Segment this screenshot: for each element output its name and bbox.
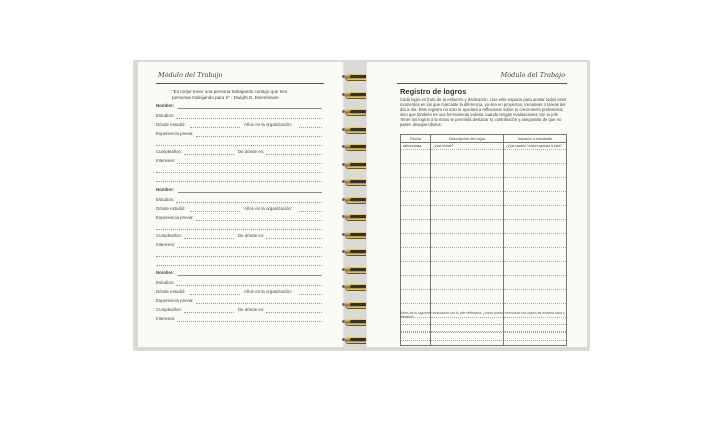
years-label: Años en la organización: [244, 289, 293, 294]
blank-line [156, 145, 322, 146]
where-studied-line [190, 294, 240, 295]
footnote-line[interactable] [400, 340, 566, 341]
table-row [401, 276, 567, 290]
table-cell[interactable] [431, 178, 504, 192]
years-label: Años en la organización: [244, 206, 293, 211]
left-module-title: Módulo del Trabajo [158, 71, 223, 79]
right-module-title: Módulo del Trabajo [500, 71, 565, 79]
studies-line [176, 118, 322, 119]
studies-line [176, 285, 322, 286]
studies-label: Estudios: [156, 280, 175, 285]
table-cell[interactable] [504, 262, 567, 276]
name-label: Nombre: [156, 270, 175, 275]
table-row [401, 262, 567, 276]
birthday-line [184, 312, 234, 313]
table-cell[interactable] [504, 234, 567, 248]
table-cell[interactable] [431, 276, 504, 290]
where-studied-line [190, 127, 240, 128]
table-cell[interactable] [401, 248, 431, 262]
table-cell[interactable] [431, 192, 504, 206]
name-line [178, 275, 322, 276]
table-row [401, 206, 567, 220]
experience-line [196, 136, 322, 137]
from-where-line [266, 154, 322, 155]
studies-label: Estudios: [156, 197, 175, 202]
where-studied-label: Dónde estudió: [156, 206, 186, 211]
quote [172, 89, 322, 100]
table-cell[interactable] [431, 206, 504, 220]
hint-description: ¿Qué hiciste? [431, 143, 504, 150]
footnote-line[interactable] [400, 332, 566, 333]
blank-line [156, 172, 322, 173]
table-cell[interactable] [431, 220, 504, 234]
table-cell[interactable] [504, 206, 567, 220]
interests-label: Intereses: [156, 242, 176, 247]
name-line [178, 108, 322, 109]
table-row [401, 178, 567, 192]
years-label: Años en la organización: [244, 122, 293, 127]
experience-label: Experiencia previa: [156, 131, 194, 136]
where-studied-label: Dónde estudió: [156, 122, 186, 127]
experience-label: Experiencia previa: [156, 215, 194, 220]
studies-label: Estudios: [156, 113, 175, 118]
header-date: Fecha [401, 135, 431, 143]
table-cell[interactable] [431, 332, 504, 346]
table-cell[interactable] [401, 220, 431, 234]
left-page [138, 62, 344, 347]
header-description: Descripción del logro [431, 135, 504, 143]
blank-line [156, 265, 322, 266]
from-where-label: De dónde es: [238, 307, 265, 312]
name-label: Nombre: [156, 103, 175, 108]
table-cell[interactable] [431, 150, 504, 164]
table-hint-row [401, 143, 567, 150]
table-row [401, 220, 567, 234]
hint-date: dd/mm/aaaa [401, 143, 431, 150]
birthday-line [184, 154, 234, 155]
interests-line [177, 163, 322, 164]
table-cell[interactable] [401, 206, 431, 220]
table-header-row [401, 135, 567, 143]
footnote: Antes de tu siguiente evaluación con tu jefe reflexiona, ¿cómo puedo comunicar mis logros de manera clara y efectiva? [400, 311, 565, 320]
birthday-label: Cumpleaños: [156, 307, 182, 312]
table-cell[interactable] [431, 290, 504, 304]
studies-line [176, 202, 322, 203]
blank-line [156, 229, 322, 230]
right-title-rule [397, 83, 567, 84]
table-row [401, 164, 567, 178]
section-title: Registro de logros [400, 87, 467, 96]
blank-line [156, 181, 322, 182]
name-line [178, 192, 322, 193]
table-cell[interactable] [504, 248, 567, 262]
footnote-line[interactable] [400, 324, 566, 325]
table-row [401, 234, 567, 248]
table-cell[interactable] [504, 178, 567, 192]
table-cell[interactable] [504, 220, 567, 234]
table-cell[interactable] [504, 276, 567, 290]
table-cell[interactable] [431, 262, 504, 276]
name-label: Nombre: [156, 187, 175, 192]
table-row [401, 192, 567, 206]
experience-line [196, 220, 322, 221]
table-cell[interactable] [401, 234, 431, 248]
interests-label: Intereses: [156, 158, 176, 163]
birthday-label: Cumpleaños: [156, 149, 182, 154]
table-cell[interactable] [401, 164, 431, 178]
interests-line [177, 247, 322, 248]
left-title-rule [156, 83, 324, 84]
table-cell[interactable] [504, 290, 567, 304]
right-page [366, 62, 587, 347]
experience-line [196, 303, 322, 304]
table-cell[interactable] [431, 248, 504, 262]
section-body: Cada logro es fruto de tu esfuerzo y dedicación. Usa este espacio para anotar todos esos momentos en los que marcaste la diferencia, ya sea en proyectos, iniciativas o tareas del día a día. Este registro no solo te ayudará a reflexionar sobre tu crecimiento profesional, sino que también es una herramienta valiosa cuando tengas evaluaciones con tu jefe. Tener tus logros a la mano te permitirá destacar tu contribución y asegurarte de que no pasen desapercibidos. [400, 97, 567, 127]
birthday-label: Cumpleaños: [156, 233, 182, 238]
table-cell[interactable] [504, 192, 567, 206]
table-cell[interactable] [401, 178, 431, 192]
table-cell[interactable] [431, 164, 504, 178]
table-cell[interactable] [401, 150, 431, 164]
table-cell[interactable] [401, 276, 431, 290]
table-cell[interactable] [401, 192, 431, 206]
where-studied-label: Dónde estudió: [156, 289, 186, 294]
table-cell[interactable] [431, 234, 504, 248]
from-where-line [266, 238, 322, 239]
years-line [299, 127, 322, 128]
quote-line-2: personas trabajando para ti" - Dwight D. Eisenhower. [172, 94, 280, 100]
where-studied-line [190, 211, 240, 212]
blank-line [156, 256, 322, 257]
table-row [401, 150, 567, 164]
table-cell[interactable] [504, 332, 567, 346]
years-line [299, 294, 322, 295]
quote-line-1: "Es mejor tener una persona trabajando contigo que tres [172, 89, 288, 94]
experience-label: Experiencia previa: [156, 298, 194, 303]
table-cell[interactable] [401, 262, 431, 276]
table-row [401, 248, 567, 262]
table-row [401, 332, 567, 346]
table-cell[interactable] [401, 332, 431, 346]
header-impact: Impacto o resultado [504, 135, 567, 143]
birthday-line [184, 238, 234, 239]
table-cell[interactable] [401, 290, 431, 304]
from-where-line [266, 312, 322, 313]
table-cell[interactable] [504, 164, 567, 178]
years-line [299, 211, 322, 212]
table-row [401, 290, 567, 304]
table-cell[interactable] [504, 150, 567, 164]
from-where-label: De dónde es: [238, 233, 265, 238]
interests-line [177, 321, 322, 322]
hint-impact: ¿Qué cambió / mejoró gracias a esto? [504, 143, 567, 150]
interests-label: Intereses: [156, 316, 176, 321]
from-where-label: De dónde es: [238, 149, 265, 154]
